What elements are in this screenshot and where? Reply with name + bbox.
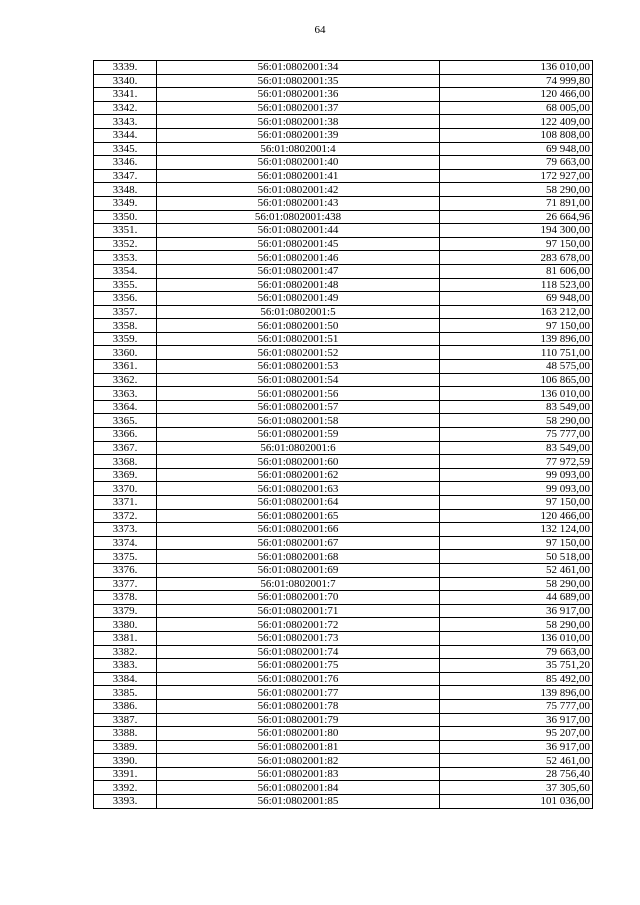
row-number-cell: 3354. (94, 264, 157, 278)
cadastral-value-cell: 28 756,40 (440, 767, 593, 781)
cadastral-number-cell: 56:01:0802001:41 (157, 169, 440, 183)
table-row (94, 183, 593, 197)
row-number-cell: 3350. (94, 210, 157, 224)
row-number-cell: 3365. (94, 414, 157, 428)
cadastral-number-cell: 56:01:0802001:70 (157, 591, 440, 605)
table-row (94, 441, 593, 455)
row-number-cell: 3359. (94, 332, 157, 346)
cadastral-number-cell: 56:01:0802001:49 (157, 292, 440, 306)
table-row (94, 115, 593, 129)
cadastral-value-cell: 85 492,00 (440, 672, 593, 686)
table-row (94, 536, 593, 550)
table-row (94, 142, 593, 156)
cadastral-number-cell: 56:01:0802001:64 (157, 496, 440, 510)
table-row (94, 387, 593, 401)
cadastral-value-cell: 74 999,80 (440, 74, 593, 88)
row-number-cell: 3389. (94, 740, 157, 754)
cadastral-value-cell: 75 777,00 (440, 428, 593, 442)
table-row (94, 672, 593, 686)
cadastral-number-cell: 56:01:0802001:438 (157, 210, 440, 224)
row-number-cell: 3379. (94, 604, 157, 618)
table-row (94, 468, 593, 482)
row-number-cell: 3381. (94, 631, 157, 645)
cadastral-number-cell: 56:01:0802001:80 (157, 727, 440, 741)
row-number-cell: 3387. (94, 713, 157, 727)
row-number-cell: 3348. (94, 183, 157, 197)
cadastral-value-cell: 68 005,00 (440, 101, 593, 115)
row-number-cell: 3364. (94, 400, 157, 414)
cadastral-number-cell: 56:01:0802001:4 (157, 142, 440, 156)
row-number-cell: 3345. (94, 142, 157, 156)
table-row (94, 659, 593, 673)
row-number-cell: 3357. (94, 305, 157, 319)
cadastral-value-cell: 99 093,00 (440, 482, 593, 496)
cadastral-number-cell: 56:01:0802001:46 (157, 251, 440, 265)
row-number-cell: 3362. (94, 373, 157, 387)
row-number-cell: 3355. (94, 278, 157, 292)
cadastral-number-cell: 56:01:0802001:6 (157, 441, 440, 455)
cadastral-value-cell: 71 891,00 (440, 196, 593, 210)
table-row (94, 264, 593, 278)
table-row (94, 360, 593, 374)
row-number-cell: 3363. (94, 387, 157, 401)
table-row (94, 305, 593, 319)
table-row (94, 727, 593, 741)
row-number-cell: 3371. (94, 496, 157, 510)
cadastral-number-cell: 56:01:0802001:44 (157, 224, 440, 238)
cadastral-number-cell: 56:01:0802001:71 (157, 604, 440, 618)
table-row (94, 88, 593, 102)
row-number-cell: 3369. (94, 468, 157, 482)
table-row (94, 61, 593, 75)
cadastral-number-cell: 56:01:0802001:39 (157, 128, 440, 142)
cadastral-number-cell: 56:01:0802001:59 (157, 428, 440, 442)
table-row (94, 563, 593, 577)
cadastral-number-cell: 56:01:0802001:72 (157, 618, 440, 632)
row-number-cell: 3382. (94, 645, 157, 659)
cadastral-number-cell: 56:01:0802001:67 (157, 536, 440, 550)
cadastral-number-cell: 56:01:0802001:60 (157, 455, 440, 469)
cadastral-value-cell: 83 549,00 (440, 441, 593, 455)
cadastral-number-cell: 56:01:0802001:62 (157, 468, 440, 482)
cadastral-number-cell: 56:01:0802001:74 (157, 645, 440, 659)
table-row (94, 781, 593, 795)
cadastral-value-cell: 37 305,60 (440, 781, 593, 795)
row-number-cell: 3351. (94, 224, 157, 238)
cadastral-number-cell: 56:01:0802001:50 (157, 319, 440, 333)
cadastral-value-cell: 58 290,00 (440, 183, 593, 197)
row-number-cell: 3393. (94, 795, 157, 809)
cadastral-value-cell: 48 575,00 (440, 360, 593, 374)
table-row (94, 428, 593, 442)
row-number-cell: 3374. (94, 536, 157, 550)
table-row (94, 482, 593, 496)
table-row (94, 767, 593, 781)
table-row (94, 319, 593, 333)
cadastral-value-cell: 75 777,00 (440, 699, 593, 713)
row-number-cell: 3376. (94, 563, 157, 577)
cadastral-value-table (93, 60, 593, 809)
cadastral-number-cell: 56:01:0802001:38 (157, 115, 440, 129)
cadastral-value-cell: 122 409,00 (440, 115, 593, 129)
cadastral-number-cell: 56:01:0802001:56 (157, 387, 440, 401)
row-number-cell: 3388. (94, 727, 157, 741)
cadastral-value-cell: 69 948,00 (440, 142, 593, 156)
cadastral-number-cell: 56:01:0802001:34 (157, 61, 440, 75)
row-number-cell: 3378. (94, 591, 157, 605)
cadastral-value-cell: 35 751,20 (440, 659, 593, 673)
cadastral-number-cell: 56:01:0802001:57 (157, 400, 440, 414)
cadastral-number-cell: 56:01:0802001:47 (157, 264, 440, 278)
table-row (94, 210, 593, 224)
cadastral-number-cell: 56:01:0802001:58 (157, 414, 440, 428)
cadastral-value-cell: 97 150,00 (440, 237, 593, 251)
cadastral-value-cell: 163 212,00 (440, 305, 593, 319)
row-number-cell: 3372. (94, 509, 157, 523)
cadastral-number-cell: 56:01:0802001:48 (157, 278, 440, 292)
cadastral-value-cell: 120 466,00 (440, 509, 593, 523)
cadastral-number-cell: 56:01:0802001:7 (157, 577, 440, 591)
cadastral-value-cell: 52 461,00 (440, 754, 593, 768)
cadastral-value-cell: 101 036,00 (440, 795, 593, 809)
table-row (94, 292, 593, 306)
row-number-cell: 3383. (94, 659, 157, 673)
cadastral-number-cell: 56:01:0802001:79 (157, 713, 440, 727)
cadastral-value-cell: 81 606,00 (440, 264, 593, 278)
cadastral-value-cell: 83 549,00 (440, 400, 593, 414)
cadastral-value-cell: 108 808,00 (440, 128, 593, 142)
table-row (94, 251, 593, 265)
cadastral-value-cell: 110 751,00 (440, 346, 593, 360)
row-number-cell: 3368. (94, 455, 157, 469)
cadastral-value-cell: 36 917,00 (440, 740, 593, 754)
cadastral-value-cell: 36 917,00 (440, 604, 593, 618)
row-number-cell: 3339. (94, 61, 157, 75)
cadastral-value-cell: 136 010,00 (440, 631, 593, 645)
cadastral-value-cell: 36 917,00 (440, 713, 593, 727)
cadastral-value-cell: 99 093,00 (440, 468, 593, 482)
table-row (94, 699, 593, 713)
table-row (94, 754, 593, 768)
table-row (94, 577, 593, 591)
table-row (94, 400, 593, 414)
cadastral-number-cell: 56:01:0802001:85 (157, 795, 440, 809)
table-row (94, 156, 593, 170)
cadastral-value-cell: 136 010,00 (440, 61, 593, 75)
cadastral-value-cell: 58 290,00 (440, 577, 593, 591)
table-row (94, 686, 593, 700)
row-number-cell: 3344. (94, 128, 157, 142)
row-number-cell: 3366. (94, 428, 157, 442)
table-row (94, 509, 593, 523)
row-number-cell: 3380. (94, 618, 157, 632)
table-row (94, 455, 593, 469)
row-number-cell: 3352. (94, 237, 157, 251)
cadastral-number-cell: 56:01:0802001:83 (157, 767, 440, 781)
table-row (94, 645, 593, 659)
row-number-cell: 3370. (94, 482, 157, 496)
table-body (94, 61, 593, 809)
cadastral-number-cell: 56:01:0802001:73 (157, 631, 440, 645)
cadastral-value-cell: 120 466,00 (440, 88, 593, 102)
table-row (94, 591, 593, 605)
cadastral-number-cell: 56:01:0802001:36 (157, 88, 440, 102)
cadastral-value-cell: 79 663,00 (440, 156, 593, 170)
cadastral-value-cell: 194 300,00 (440, 224, 593, 238)
cadastral-number-cell: 56:01:0802001:65 (157, 509, 440, 523)
cadastral-number-cell: 56:01:0802001:78 (157, 699, 440, 713)
cadastral-number-cell: 56:01:0802001:66 (157, 523, 440, 537)
cadastral-value-cell: 58 290,00 (440, 414, 593, 428)
row-number-cell: 3392. (94, 781, 157, 795)
table-row (94, 224, 593, 238)
cadastral-value-cell: 77 972,59 (440, 455, 593, 469)
row-number-cell: 3342. (94, 101, 157, 115)
table-row (94, 523, 593, 537)
cadastral-number-cell: 56:01:0802001:63 (157, 482, 440, 496)
cadastral-value-cell: 139 896,00 (440, 686, 593, 700)
cadastral-value-cell: 97 150,00 (440, 496, 593, 510)
table-row (94, 373, 593, 387)
cadastral-value-cell: 139 896,00 (440, 332, 593, 346)
row-number-cell: 3385. (94, 686, 157, 700)
cadastral-value-cell: 69 948,00 (440, 292, 593, 306)
table-row (94, 101, 593, 115)
table-row (94, 713, 593, 727)
cadastral-value-cell: 132 124,00 (440, 523, 593, 537)
row-number-cell: 3367. (94, 441, 157, 455)
cadastral-number-cell: 56:01:0802001:84 (157, 781, 440, 795)
cadastral-number-cell: 56:01:0802001:68 (157, 550, 440, 564)
table-row (94, 618, 593, 632)
table-row (94, 332, 593, 346)
cadastral-number-cell: 56:01:0802001:54 (157, 373, 440, 387)
table-row (94, 346, 593, 360)
cadastral-number-cell: 56:01:0802001:53 (157, 360, 440, 374)
row-number-cell: 3390. (94, 754, 157, 768)
cadastral-number-cell: 56:01:0802001:43 (157, 196, 440, 210)
table-row (94, 414, 593, 428)
table-row (94, 237, 593, 251)
cadastral-number-cell: 56:01:0802001:52 (157, 346, 440, 360)
cadastral-value-cell: 79 663,00 (440, 645, 593, 659)
cadastral-value-cell: 26 664,96 (440, 210, 593, 224)
cadastral-value-cell: 44 689,00 (440, 591, 593, 605)
row-number-cell: 3361. (94, 360, 157, 374)
row-number-cell: 3377. (94, 577, 157, 591)
page-number: 64 (314, 24, 326, 36)
cadastral-number-cell: 56:01:0802001:51 (157, 332, 440, 346)
table-row (94, 631, 593, 645)
table-row (94, 795, 593, 809)
table-row (94, 740, 593, 754)
cadastral-number-cell: 56:01:0802001:37 (157, 101, 440, 115)
cadastral-value-cell: 58 290,00 (440, 618, 593, 632)
table-row (94, 550, 593, 564)
cadastral-number-cell: 56:01:0802001:35 (157, 74, 440, 88)
cadastral-number-cell: 56:01:0802001:42 (157, 183, 440, 197)
row-number-cell: 3386. (94, 699, 157, 713)
row-number-cell: 3341. (94, 88, 157, 102)
table-row (94, 74, 593, 88)
row-number-cell: 3346. (94, 156, 157, 170)
table-row (94, 278, 593, 292)
cadastral-value-cell: 283 678,00 (440, 251, 593, 265)
row-number-cell: 3373. (94, 523, 157, 537)
cadastral-value-cell: 106 865,00 (440, 373, 593, 387)
cadastral-number-cell: 56:01:0802001:5 (157, 305, 440, 319)
cadastral-number-cell: 56:01:0802001:69 (157, 563, 440, 577)
row-number-cell: 3375. (94, 550, 157, 564)
cadastral-number-cell: 56:01:0802001:45 (157, 237, 440, 251)
cadastral-value-cell: 172 927,00 (440, 169, 593, 183)
row-number-cell: 3360. (94, 346, 157, 360)
row-number-cell: 3340. (94, 74, 157, 88)
row-number-cell: 3349. (94, 196, 157, 210)
cadastral-value-cell: 97 150,00 (440, 319, 593, 333)
table-row (94, 169, 593, 183)
table-row (94, 496, 593, 510)
cadastral-number-cell: 56:01:0802001:82 (157, 754, 440, 768)
row-number-cell: 3353. (94, 251, 157, 265)
cadastral-value-cell: 50 518,00 (440, 550, 593, 564)
cadastral-value-cell: 97 150,00 (440, 536, 593, 550)
cadastral-number-cell: 56:01:0802001:76 (157, 672, 440, 686)
row-number-cell: 3391. (94, 767, 157, 781)
table-row (94, 604, 593, 618)
cadastral-value-cell: 95 207,00 (440, 727, 593, 741)
row-number-cell: 3347. (94, 169, 157, 183)
cadastral-number-cell: 56:01:0802001:77 (157, 686, 440, 700)
cadastral-value-cell: 52 461,00 (440, 563, 593, 577)
row-number-cell: 3384. (94, 672, 157, 686)
row-number-cell: 3356. (94, 292, 157, 306)
cadastral-value-cell: 118 523,00 (440, 278, 593, 292)
cadastral-number-cell: 56:01:0802001:81 (157, 740, 440, 754)
table-row (94, 128, 593, 142)
cadastral-value-cell: 136 010,00 (440, 387, 593, 401)
cadastral-number-cell: 56:01:0802001:40 (157, 156, 440, 170)
row-number-cell: 3358. (94, 319, 157, 333)
table-row (94, 196, 593, 210)
cadastral-number-cell: 56:01:0802001:75 (157, 659, 440, 673)
row-number-cell: 3343. (94, 115, 157, 129)
